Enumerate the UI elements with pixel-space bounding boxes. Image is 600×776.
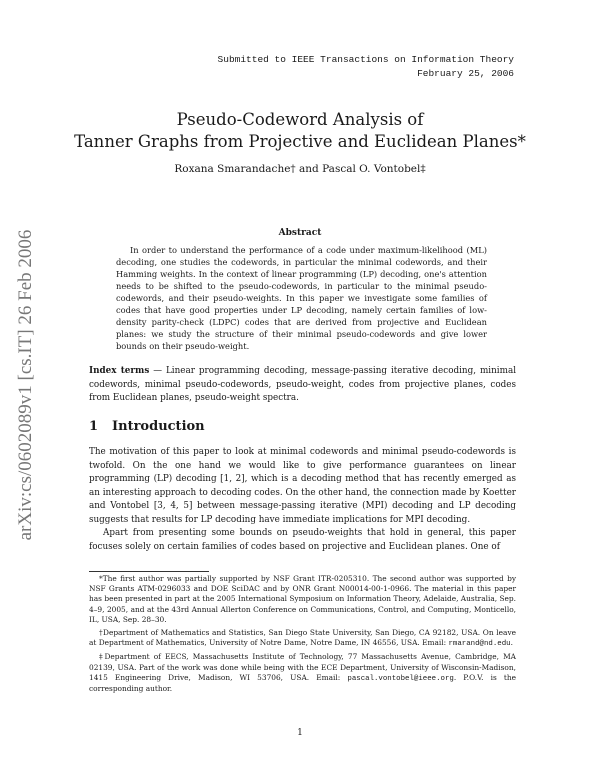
- footnote-author-1-text: †Department of Mathematics and Statistics, San Diego State University, San Diego, CA 92182, USA. On leave at Department of Mathematics, University of Notre Dame, Notre Dame, IN 46556, USA. Email:: [89, 628, 516, 648]
- footnote-funding: *The first author was partially supported by NSF Grant ITR-0205310. The second author was supported by NSF Grants ATM-0296033 and DOE SciDAC and by ONR Grant N00014-00-1-0966. The material in this paper has been presented in part at the 2005 International Symposium on Information Theory, Adelaide, Australia, Sep. 4–9, 2005, and at the 43rd Annual Allerton Conference on Communications, Control, and Computing, Monticello, IL, USA, Sep. 28–30.: [89, 574, 516, 624]
- abstract-text: In order to understand the performance of a code under maximum-likelihood (ML) decoding, one studies the codewords, in particular the minimal codewords, and their Hamming weights. In the context of linear programming (LP) decoding, one's attention needs to be shifted to the pseudo-codewords, in particular to the minimal pseudo-codewords, and their pseudo-weights. In this paper we investigate some families of codes that have good properties under LP decoding, namely certain families of low-density parity-check (LDPC) codes that are derived from projective and Euclidean planes: we study the structure of their minimal pseudo-codewords and give lower bounds on their pseudo-weight.: [116, 245, 487, 351]
- index-terms-text: — Linear programming decoding, message-passing iterative decoding, minimal codewords, minimal pseudo-codewords, pseudo-weight, codes from projective planes, codes from Euclidean planes, pseudo-weight spectra.: [89, 366, 517, 403]
- footnote-author-1: [89, 628, 516, 649]
- title-line-1: Pseudo-Codeword Analysis of: [176, 110, 424, 129]
- arxiv-identifier: arXiv:cs/0602089v1 [cs.IT] 26 Feb 2006: [15, 229, 36, 541]
- body-text: [89, 446, 516, 554]
- author-list: Roxana Smarandache† and Pascal O. Vontobel‡: [174, 163, 426, 175]
- email-link[interactable]: rmarand@nd.edu: [448, 640, 511, 649]
- index-terms-label: Index terms: [89, 366, 150, 376]
- email-link[interactable]: pascal.vontobel@ieee.org: [347, 674, 454, 683]
- footnote-author-1-end: .: [510, 638, 513, 648]
- paragraph: The motivation of this paper to look at minimal codewords and minimal pseudo-codewords is twofold. On the one hand we would like to give performance guarantees on linear programming (LP) decoding [1, 2], which is a decoding method that has recently emerged as an interesting approach to decoding codes. On the other hand, the connection made by Koetter and Vontobel [3, 4, 5] between message-passing iterative (MPI) decoding and LP decoding suggests that results for LP decoding have immediate implications for MPI decoding.: [89, 447, 516, 525]
- footnote-rule: [89, 571, 209, 572]
- header-journal-line: Submitted to IEEE Transactions on Information Theory: [217, 54, 514, 65]
- footnote-author-2-end: . P.O.V. is the corresponding author.: [89, 672, 516, 694]
- section-number: 1: [89, 419, 99, 434]
- index-terms: [89, 365, 516, 406]
- section-heading: [89, 419, 205, 434]
- abstract-heading: Abstract: [278, 228, 322, 238]
- footnotes: [89, 574, 516, 697]
- arxiv-sidebar: [6, 200, 46, 570]
- section-title: Introduction: [112, 419, 205, 434]
- title-line-2: Tanner Graphs from Projective and Euclidean Planes*: [74, 132, 526, 151]
- paper-title: [60, 109, 540, 153]
- journal-header: [218, 53, 514, 81]
- footnote-author-2-text: ‡Department of EECS, Massachusetts Institute of Technology, 77 Massachusetts Avenue, Cambridge, MA 02139, USA. Part of the work was done while being with the ECE Department, University of Wisconsin-Madison, 1415 Engineering Drive, Madison, WI 53706, USA. Email:: [89, 652, 516, 682]
- footnote-author-2: [89, 652, 516, 694]
- header-date: February 25, 2006: [417, 68, 514, 79]
- paragraph: Apart from presenting some bounds on pseudo-weights that hold in general, this paper focuses solely on certain families of codes based on projective and Euclidean planes. One of: [89, 528, 516, 552]
- page-number: 1: [297, 728, 303, 738]
